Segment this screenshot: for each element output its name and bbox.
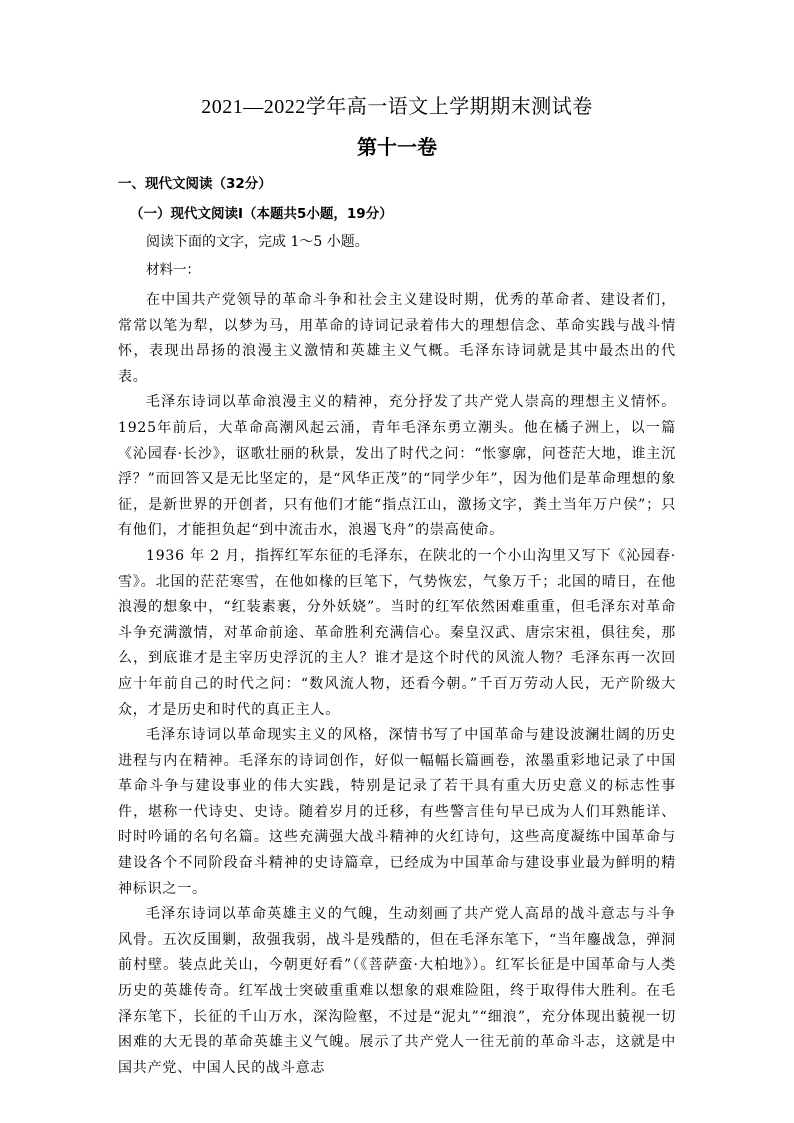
subsection-heading: （一）现代文阅读Ⅰ（本题共5小题，19分） <box>130 206 393 222</box>
paragraph: 在中国共产党领导的革命斗争和社会主义建设时期，优秀的革命者、建设者们，常常以笔为犁，以梦为马，用革命的诗词记录着伟大的理想信念、革命实践与战斗情怀，表现出昂扬的浪漫主义激情和英雄主义气概。毛泽东诗词就是其中最杰出的代表。 <box>118 292 676 385</box>
reading-instruction: 阅读下面的文字，完成 1～5 小题。 <box>146 234 369 250</box>
material-label: 材料一： <box>146 262 200 278</box>
exam-title: 2021—2022学年高一语文上学期期末测试卷 <box>201 96 593 118</box>
section-heading: 一、现代文阅读（32分） <box>118 176 272 192</box>
paragraph: 毛泽东诗词以革命现实主义的风格，深情书写了中国革命与建设波澜壮阔的历史进程与内在精神。毛泽东的诗词创作，好似一幅幅长篇画卷，浓墨重彩地记录了中国革命斗争与建设事业的伟大实践，特别是记录了若干具有重大历史意义的标志性事件，堪称一代诗史、史诗。随着岁月的迁移，有些警言佳句早已成为人们耳熟能详、时时吟诵的名句名篇。这些充满强大战斗精神的火红诗句，这些高度凝练中国革命与建设各个不同阶段奋斗精神的史诗篇章，已经成为中国革命与建设事业最为鲜明的精神标识之一。 <box>118 727 676 897</box>
volume-title: 第十一卷 <box>357 135 437 159</box>
paragraph: 1936 年 2 月，指挥红军东征的毛泽东，在陕北的一个小山沟里又写下《沁园春·雪》。北国的茫茫寒雪，在他如椽的巨笔下，气势恢宏，气象万千；北国的晴日，在他浪漫的想象中，“红装素裹，分外妖娆”。当时的红军依然困难重重，但毛泽东对革命斗争充满激情，对革命前途、革命胜利充满信心。秦皇汉武、唐宗宋祖，俱往矣，那么，到底谁才是主宰历史浮沉的主人？谁才是这个时代的风流人物？毛泽东再一次回应十年前自己的时代之问：“数风流人物，还看今朝。”千百万劳动人民，无产阶级大众，才是历史和时代的真正主人。 <box>118 547 676 718</box>
paragraph: 毛泽东诗词以革命英雄主义的气魄，生动刻画了共产党人高昂的战斗意志与斗争风骨。五次反围剿，敌强我弱，战斗是残酷的，但在毛泽东笔下，“当年鏖战急，弹洞前村壁。装点此关山，今朝更好看”（《菩萨蛮·大柏地》）。红军长征是中国革命与人类历史的英雄传奇。红军战士突破重重难以想象的艰难险阻，终于取得伟大胜利。在毛泽东笔下，长征的千山万水，深沟险壑，不过是“泥丸”“细浪”，充分体现出藐视一切困难的大无畏的革命英雄主义气魄。展示了共产党人一往无前的革命斗志，这就是中国共产党、中国人民的战斗意志 <box>118 906 676 1076</box>
paragraph: 毛泽东诗词以革命浪漫主义的精神，充分抒发了共产党人崇高的理想主义情怀。1925年前后，大革命高潮风起云涌，青年毛泽东勇立潮头。他在橘子洲上，以一篇《沁园春·长沙》，讴歌壮丽的秋景，发出了时代之问：“怅寥廓，问苍茫大地，谁主沉浮？”而回答又是无比坚定的，是“风华正茂”的“同学少年”，因为他们是革命理想的象征，是新世界的开创者，只有他们才能“指点江山，激扬文字，粪土当年万户侯”；只有他们，才能担负起“到中流击水，浪遏飞舟”的崇高使命。 <box>118 394 676 539</box>
